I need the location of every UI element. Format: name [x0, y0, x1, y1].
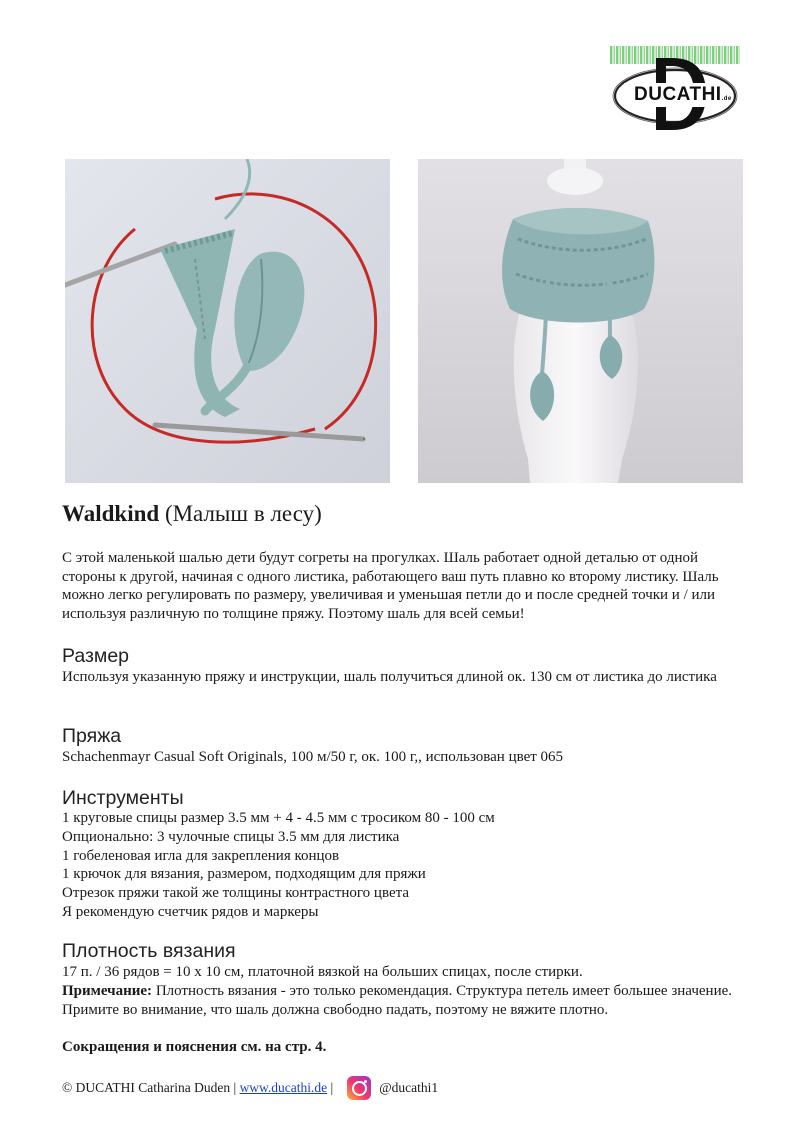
intro-paragraph: С этой маленькой шалью дети будут согреты на прогулках. Шаль работает одной деталью от одной стороны к другой, начиная с одного листика, работающего ваш путь плавно ко второму листику. Шаль можно легко регулировать по размеру, увеличивая и уменьшая петли до и после средней точки и / или используя различную по толщине пряжу. Поэтому шаль для всей семьи! [62, 550, 719, 622]
tools-item: Отрезок пряжи такой же толщины контрастного цвета [62, 885, 409, 902]
shawl-on-mannequin-photo [418, 159, 743, 483]
tools-item: 1 гобеленовая игла для закрепления концов [62, 847, 340, 864]
website-link[interactable]: www.ducathi.de [239, 1080, 328, 1095]
size-heading: Размер [62, 645, 130, 667]
title-main: Waldkind [62, 501, 160, 526]
yarn-heading: Пряжа [62, 725, 122, 747]
tools-item: Я рекомендую счетчик рядов и маркеры [62, 903, 319, 920]
tools-item: 1 крючок для вязания, размером, подходящим для пряжи [62, 866, 426, 883]
gauge-heading: Плотность вязания [62, 940, 236, 962]
instagram-icon[interactable] [347, 1076, 371, 1100]
footer [62, 1076, 438, 1100]
logo-brand: DUCATHI [634, 84, 722, 105]
title-sub: (Малыш в лесу) [164, 501, 322, 526]
knitting-leaf-photo [65, 159, 390, 483]
gauge-note-text: Плотность вязания - это только рекомендация. Структура петель имеет большее значение. Примите во внимание, что шаль должна свободно падать, поэтому не вяжите плотно. [62, 983, 733, 1018]
gauge-note [62, 982, 752, 1019]
instagram-handle: @ducathi1 [379, 1080, 439, 1095]
footer-separator: | [330, 1080, 334, 1095]
tools-heading: Инструменты [62, 787, 184, 809]
logo-suffix: .de [721, 96, 732, 102]
pattern-title [62, 501, 322, 527]
tools-list [62, 809, 752, 922]
gauge-text: 17 п. / 36 рядов = 10 x 10 см, платочной вязкой на больших спицах, после стирки. [62, 964, 583, 980]
tools-item: 1 круговые спицы размер 3.5 мм + 4 - 4.5 мм с тросиком 80 - 100 см [62, 810, 495, 826]
ducathi-logo [610, 46, 740, 134]
footer-copyright: © DUCATHI Catharina Duden | [62, 1080, 237, 1095]
tools-item: Опционально: 3 чулочные спицы 3.5 мм для листика [62, 828, 400, 845]
abbreviations-note: Сокращения и пояснения см. на стр. 4. [62, 1039, 327, 1055]
yarn-text: Schachenmayr Casual Soft Originals, 100 м/50 г, ок. 100 г,, использован цвет 065 [62, 749, 564, 765]
size-text: Используя указанную пряжу и инструкции, шаль получиться длиной ок. 130 см от листика до листика [62, 669, 717, 685]
gauge-note-label: Примечание: [62, 983, 153, 999]
